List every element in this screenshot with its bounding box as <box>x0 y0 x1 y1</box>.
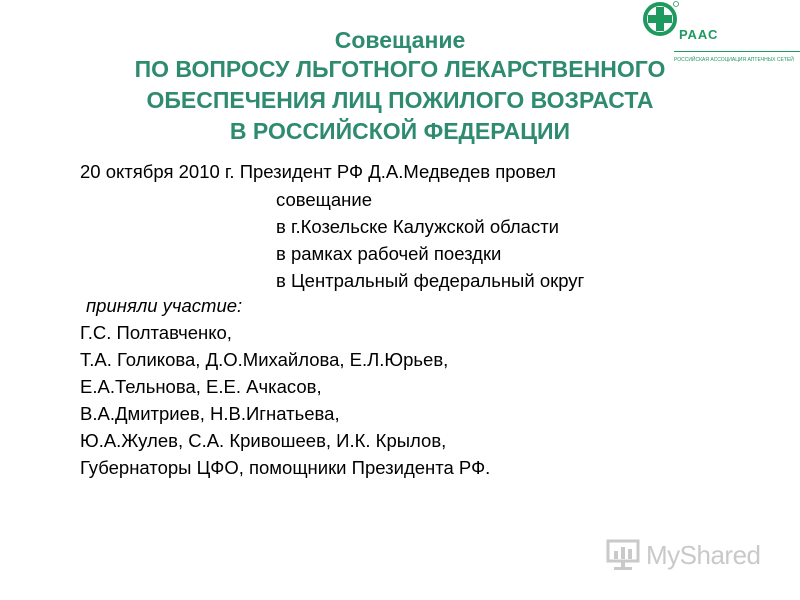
participant-line: В.А.Дмитриев, Н.В.Игнатьева, <box>80 403 340 424</box>
slide-title <box>30 26 770 147</box>
title-line-4: В РОССИЙСКОЙ ФЕДЕРАЦИИ <box>229 118 571 144</box>
chart-icon <box>606 537 642 573</box>
participant-line: Т.А. Голикова, Д.О.Михайлова, Е.Л.Юрьев, <box>80 349 449 370</box>
title-line-3: ОБЕСПЕЧЕНИЯ ЛИЦ ПОЖИЛОГО ВОЗРАСТА <box>146 87 654 113</box>
watermark-text: MyShared <box>646 540 761 570</box>
participant-line: Г.С. Полтавченко, <box>80 322 232 343</box>
detail-line-2: в г.Козельске Калужской области <box>276 216 560 237</box>
title-line-2: ПО ВОПРОСУ ЛЬГОТНОГО ЛЕКАРСТВЕННОГО <box>134 56 666 82</box>
participants-label: приняли участие: <box>86 295 243 316</box>
detail-line-4: в Центральный федеральный округ <box>276 270 585 291</box>
title-line-1: Совещание <box>334 27 466 53</box>
participant-line: Е.А.Тельнова, Е.Е. Ачкасов, <box>80 376 322 397</box>
intro-line: 20 октября 2010 г. Президент РФ Д.А.Медведев провел <box>80 161 556 182</box>
detail-line-1: совещание <box>276 189 373 210</box>
logo-name: РААС <box>679 27 719 42</box>
detail-line-3: в рамках рабочей поездки <box>276 243 502 264</box>
participant-line: Ю.А.Жулев, С.А. Кривошеев, И.К. Крылов, <box>80 430 447 451</box>
myshared-watermark <box>606 537 776 577</box>
logo-subtitle: РОССИЙСКАЯ АССОЦИАЦИЯ АПТЕЧНЫХ СЕТЕЙ <box>674 57 794 63</box>
participant-line: Губернаторы ЦФО, помощники Президента РФ. <box>80 457 491 478</box>
